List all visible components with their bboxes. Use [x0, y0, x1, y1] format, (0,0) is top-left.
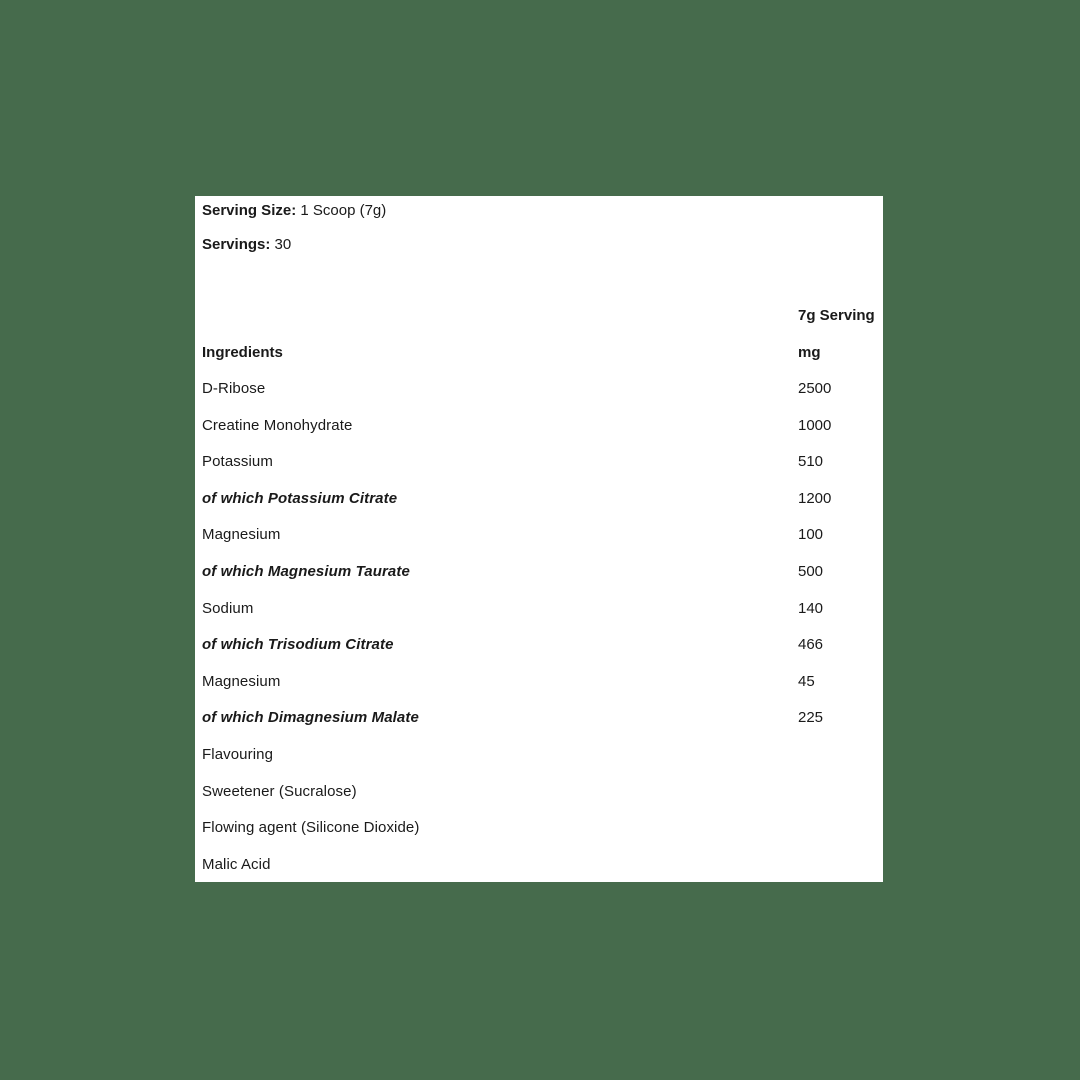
table-row: [195, 856, 883, 878]
ingredient-name: of which Dimagnesium Malate: [202, 709, 419, 727]
servings-value: 30: [274, 236, 292, 253]
column-header-serving: 7g Serving: [798, 307, 875, 324]
ingredient-name: Magnesium: [202, 672, 281, 690]
table-row: [195, 709, 883, 731]
ingredient-name: Magnesium: [202, 526, 281, 544]
table-row: [195, 417, 883, 439]
ingredient-amount: 2500: [798, 380, 832, 397]
table-row: [195, 746, 883, 768]
table-row: [195, 453, 883, 475]
nutrition-panel: [195, 196, 883, 882]
table-row: [195, 600, 883, 622]
servings-label: Servings:: [202, 236, 271, 253]
ingredient-name: Flavouring: [202, 746, 274, 763]
ingredient-amount: 1200: [798, 489, 832, 507]
table-row: [195, 526, 883, 548]
ingredient-name: Flowing agent (Silicone Dioxide): [202, 819, 420, 837]
ingredient-name: D-Ribose: [202, 380, 266, 397]
table-row: [195, 636, 883, 658]
column-header-unit: mg: [798, 344, 821, 361]
ingredient-name: Potassium: [202, 453, 273, 471]
servings-line: [202, 236, 291, 253]
ingredients-header: Ingredients: [202, 344, 283, 361]
ingredient-amount: 500: [798, 563, 824, 580]
ingredient-name: of which Trisodium Citrate: [202, 636, 394, 654]
serving-size-label: Serving Size:: [202, 202, 297, 219]
serving-size-value: 1 Scoop (7g): [300, 202, 387, 219]
ingredient-amount: 100: [798, 526, 824, 544]
ingredient-name: Sodium: [202, 599, 254, 617]
ingredient-amount: 225: [798, 709, 824, 727]
table-row: [195, 819, 883, 841]
table-row: [195, 380, 883, 402]
ingredient-name: Malic Acid: [202, 855, 271, 873]
table-row: [195, 783, 883, 805]
table-row: [195, 563, 883, 585]
ingredient-amount: 510: [798, 453, 824, 471]
ingredient-name: Creatine Monohydrate: [202, 416, 353, 434]
ingredient-amount: 1000: [798, 416, 832, 434]
ingredient-name: Sweetener (Sucralose): [202, 782, 357, 800]
ingredient-name: of which Magnesium Taurate: [202, 563, 410, 580]
ingredient-name: of which Potassium Citrate: [202, 489, 398, 507]
ingredient-amount: 466: [798, 636, 824, 654]
ingredient-amount: 45: [798, 672, 815, 690]
ingredient-amount: 140: [798, 599, 824, 617]
serving-size-line: [202, 202, 386, 219]
table-row: [195, 490, 883, 512]
table-row: [195, 673, 883, 695]
